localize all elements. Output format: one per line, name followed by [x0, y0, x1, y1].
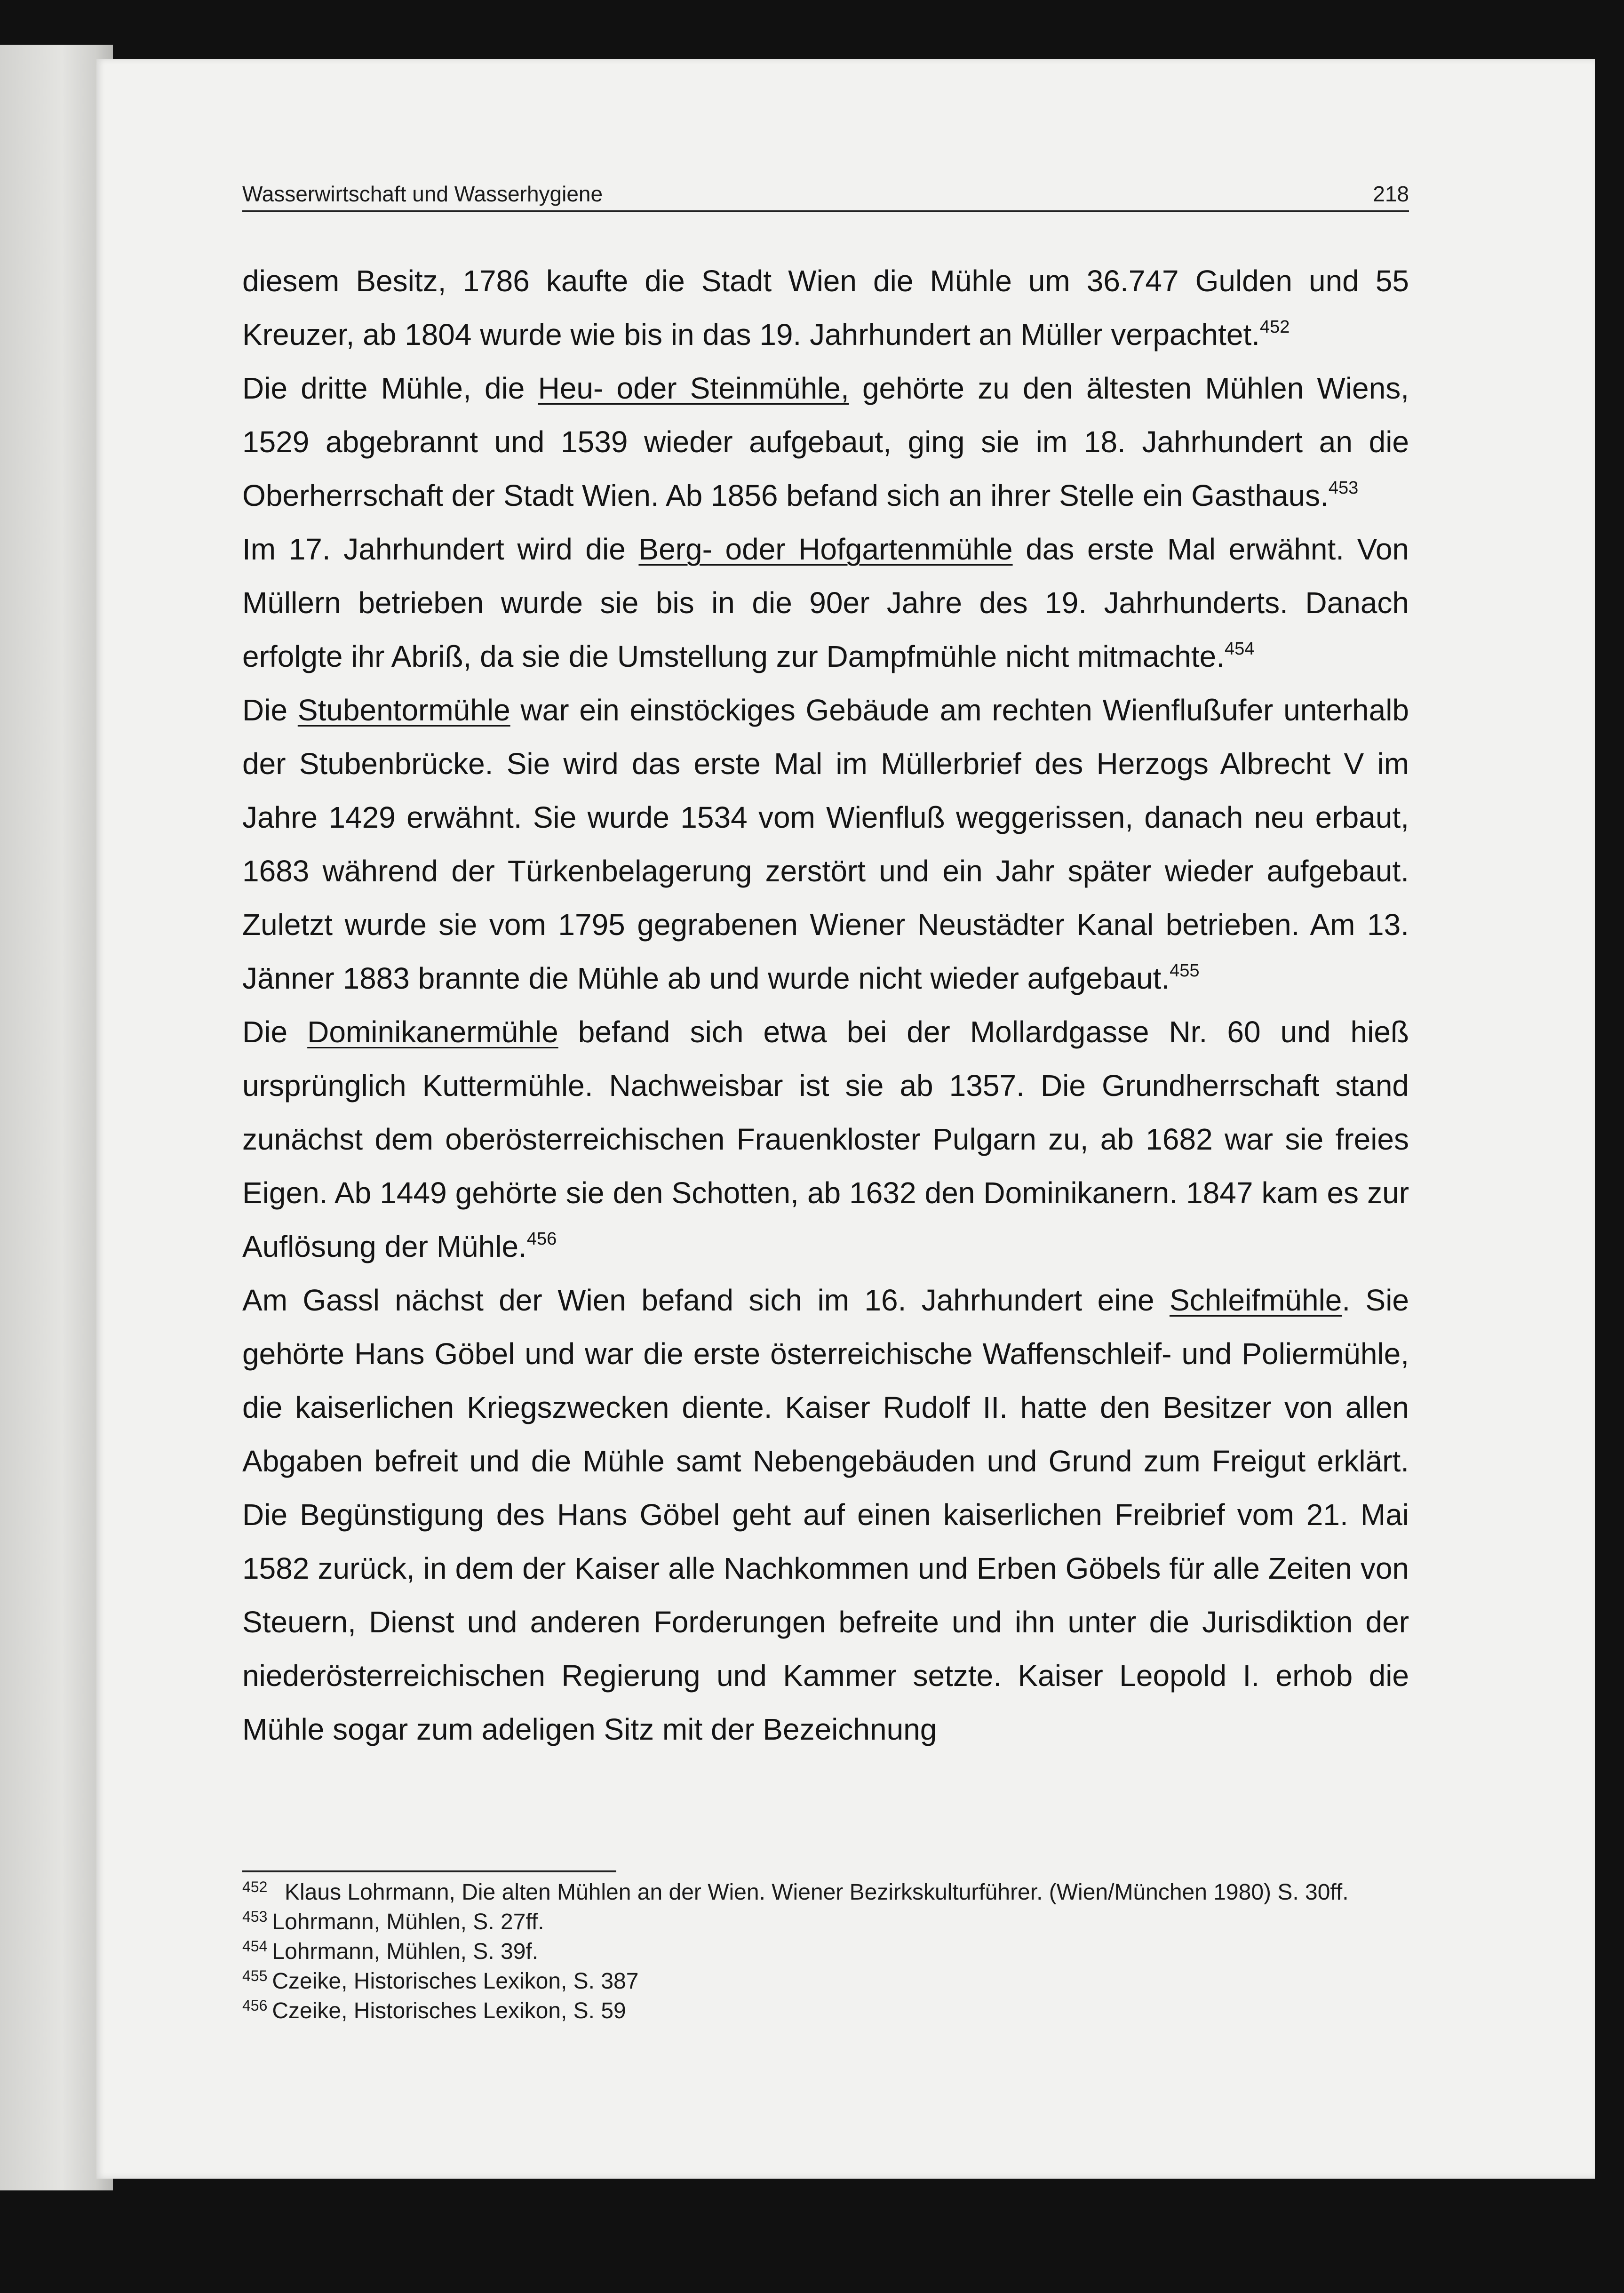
- footnote-ref: 453: [1328, 478, 1359, 498]
- underlined-term: Dominikanermühle: [307, 1015, 558, 1049]
- footnote: 453 Lohrmann, Mühlen, S. 27ff.: [242, 1908, 544, 1934]
- footnotes: [242, 1878, 1409, 2026]
- footnote-ref: 452: [1260, 317, 1290, 337]
- chapter-title: Wasserwirtschaft und Wasserhygiene: [242, 182, 603, 206]
- footnote: 454 Lohrmann, Mühlen, S. 39f.: [242, 1938, 539, 1964]
- footnote: 456 Czeike, Historisches Lexikon, S. 59: [242, 1997, 626, 2023]
- footnote: 452 Klaus Lohrmann, Die alten Mühlen an der Wien. Wiener Bezirkskulturführer. (Wien/München 1980) S. 30ff.: [242, 1878, 1349, 1905]
- footnote: 455 Czeike, Historisches Lexikon, S. 387: [242, 1967, 639, 1994]
- body-text: [242, 254, 1409, 1756]
- paragraph: diesem Besitz, 1786 kaufte die Stadt Wien die Mühle um 36.747 Gulden und 55 Kreuzer, ab 1804 wurde wie bis in das 19. Jahrhundert an Müller verpachtet.$^{452}$: [242, 264, 1409, 352]
- paragraph: Am Gassl nächst der Wien befand sich im 16. Jahrhundert eine Schleifmühle. Sie gehörte Hans Göbel und war die erste österreichische Waffenschleif- und Poliermühle, die kaiserlichen Kriegszwecken diente. Kaiser Rudolf II. hatte den Besitzer von allen Abgaben befreit und die Mühle samt Nebengebäuden und Grund zum Freigut erklärt. Die Begünstigung des Hans Göbel geht auf einen kaiserlichen Freibrief vom 21. Mai 1582 zurück, in dem der Kaiser alle Nachkommen und Erben Göbels für alle Zeiten von Steuern, Dienst und anderen Forderungen befreite und ihn unter die Jurisdiktion der niederösterreichischen Regierung und Kammer setzte. Kaiser Leopold I. erhob die Mühle sogar zum adeligen Sitz mit der Bezeichnung: [242, 1283, 1409, 1746]
- footnote-ref: 454: [1224, 639, 1255, 659]
- running-header: [242, 181, 1409, 212]
- paragraph: Die dritte Mühle, die Heu- oder Steinmühle, gehörte zu den ältesten Mühlen Wiens, 1529 abgebrannt und 1539 wieder aufgebaut, ging sie im 18. Jahrhundert an die Oberherrschaft der Stadt Wien. Ab 1856 befand sich an ihrer Stelle ein Gasthaus.$^{453}$: [242, 371, 1409, 512]
- paragraph: Die Stubentormühle war ein einstöckiges Gebäude am rechten Wienflußufer unterhalb der Stubenbrücke. Sie wird das erste Mal im Müllerbrief des Herzogs Albrecht V im Jahre 1429 erwähnt. Sie wurde 1534 vom Wienfluß weggerissen, danach neu erbaut, 1683 während der Türkenbelagerung zerstört und ein Jahr später wieder aufgebaut. Zuletzt wurde sie vom 1795 gegrabenen Wiener Neustädter Kanal betrieben. Am 13. Jänner 1883 brannte die Mühle ab und wurde nicht wieder aufgebaut.$^{455}$: [242, 693, 1409, 995]
- underlined-term: Berg- oder Hofgartenmühle: [638, 532, 1013, 566]
- footnote-ref: 455: [1170, 961, 1200, 981]
- paragraph: Im 17. Jahrhundert wird die Berg- oder Hofgartenmühle das erste Mal erwähnt. Von Müllern betrieben wurde sie bis in die 90er Jahre des 19. Jahrhunderts. Danach erfolgte ihr Abriß, da sie die Umstellung zur Dampfmühle nicht mitmachte.$^{454}$: [242, 532, 1409, 673]
- paragraph: Die Dominikanermühle befand sich etwa bei der Mollardgasse Nr. 60 und hieß ursprünglich Kuttermühle. Nachweisbar ist sie ab 1357. Die Grundherrschaft stand zunächst dem oberösterreichischen Frauenkloster Pulgarn zu, ab 1682 war sie freies Eigen. Ab 1449 gehörte sie den Schotten, ab 1632 den Dominikanern. 1847 kam es zur Auflösung der Mühle.$^{456}$: [242, 1015, 1409, 1263]
- underlined-term: Heu- oder Steinmühle,: [538, 371, 849, 405]
- page-number: 218: [1373, 182, 1409, 206]
- footnote-ref: 456: [526, 1229, 557, 1249]
- underlined-term: Schleifmühle: [1169, 1283, 1342, 1317]
- footnote-separator: [242, 1870, 616, 1872]
- left-page-edge: [0, 45, 113, 2190]
- underlined-term: Stubentormühle: [297, 693, 510, 727]
